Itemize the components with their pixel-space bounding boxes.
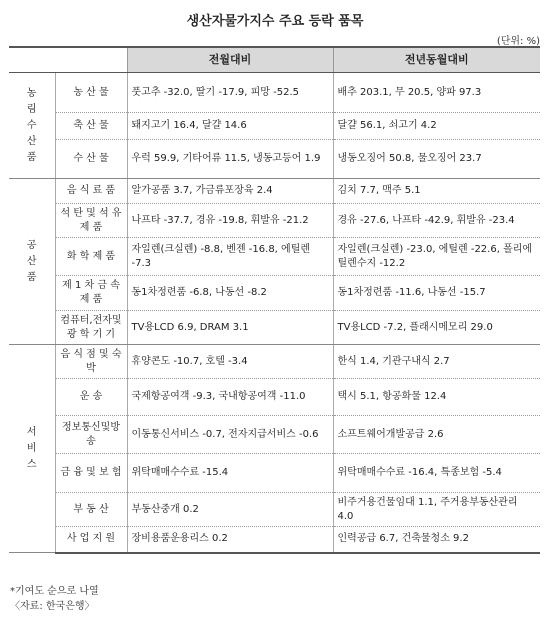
prev-month-cell: 휴양콘도 -10.7, 호텔 -3.4 <box>127 345 333 379</box>
prev-month-cell: TV용LCD 6.9, DRAM 3.1 <box>127 311 333 345</box>
prev-year-cell: 김치 7.7, 맥주 5.1 <box>333 179 540 204</box>
item-cell: 금 융 및 보 험 <box>55 454 127 493</box>
table-row <box>9 276 540 311</box>
prev-year-cell: 경유 -27.6, 나프타 -42.9, 휘발유 -23.4 <box>333 204 540 238</box>
category-label: 서비스 <box>26 426 37 470</box>
prev-month-cell: 이동통신서비스 -0.7, 전자지급서비스 -0.6 <box>127 416 333 454</box>
category-label: 농림수산품 <box>26 87 37 163</box>
table-row <box>9 345 540 379</box>
table-row <box>9 73 540 113</box>
header-corner <box>9 47 127 73</box>
table-row <box>9 113 540 140</box>
category-label: 공산품 <box>26 239 37 283</box>
header-prev-month: 전월대비 <box>127 47 333 73</box>
prev-month-cell: 부동산중개 0.2 <box>127 493 333 527</box>
item-cell: 컴퓨터,전자및 광 학 기 기 <box>55 311 127 345</box>
item-cell: 화 학 제 품 <box>55 238 127 276</box>
table-header-row <box>9 47 540 73</box>
table-row <box>9 204 540 238</box>
category-cell <box>9 179 55 345</box>
prev-month-cell: 나프타 -37.7, 경유 -19.8, 휘발유 -21.2 <box>127 204 333 238</box>
prev-year-cell: 자일렌(크실렌) -23.0, 에틸렌 -22.6, 폴리에틸렌수지 -12.2 <box>333 238 540 276</box>
table-row <box>9 416 540 454</box>
item-cell: 농 산 물 <box>55 73 127 113</box>
prev-month-cell: 자일렌(크실렌) -8.8, 벤젠 -16.8, 에틸렌 -7.3 <box>127 238 333 276</box>
prev-month-cell: 풋고추 -32.0, 딸기 -17.9, 피망 -52.5 <box>127 73 333 113</box>
item-cell: 부 동 산 <box>55 493 127 527</box>
item-cell: 축 산 물 <box>55 113 127 140</box>
prev-month-cell: 알가공품 3.7, 가금류포장육 2.4 <box>127 179 333 204</box>
prev-year-cell: 달걀 56.1, 쇠고기 4.2 <box>333 113 540 140</box>
prev-year-cell: 위탁매매수수료 -16.4, 특종보험 -5.4 <box>333 454 540 493</box>
prev-year-cell: 배추 203.1, 무 20.5, 양파 97.3 <box>333 73 540 113</box>
item-cell: 정보통신및방송 <box>55 416 127 454</box>
prev-year-cell: 인력공급 6.7, 건축물청소 9.2 <box>333 527 540 553</box>
footnotes <box>10 584 99 614</box>
document-title: 생산자물가지수 주요 등락 품목 <box>186 14 364 29</box>
item-cell: 운 송 <box>55 379 127 416</box>
table-row <box>9 179 540 204</box>
prev-month-cell: 장비용품운용리스 0.2 <box>127 527 333 553</box>
item-cell: 석 탄 및 석 유 제 품 <box>55 204 127 238</box>
prev-year-cell: 택시 5.1, 항공화물 12.4 <box>333 379 540 416</box>
item-cell: 수 산 물 <box>55 140 127 179</box>
item-cell: 사 업 지 원 <box>55 527 127 553</box>
footnote-source: 〈자료: 한국은행〉 <box>10 601 95 612</box>
price-index-table <box>9 46 540 554</box>
table-row <box>9 238 540 276</box>
table-row <box>9 311 540 345</box>
prev-year-cell: 한식 1.4, 기관구내식 2.7 <box>333 345 540 379</box>
prev-year-cell: 소프트웨어개발공급 2.6 <box>333 416 540 454</box>
footnote-order: *기여도 순으로 나열 <box>10 586 99 597</box>
prev-year-cell: 비주거용건물임대 1.1, 주거용부동산관리 4.0 <box>333 493 540 527</box>
prev-year-cell: TV용LCD -7.2, 플래시메모리 29.0 <box>333 311 540 345</box>
table-row <box>9 527 540 553</box>
item-cell: 음 식 료 품 <box>55 179 127 204</box>
prev-month-cell: 돼지고기 16.4, 달걀 14.6 <box>127 113 333 140</box>
table-row <box>9 493 540 527</box>
prev-year-cell: 냉동오징어 50.8, 물오징어 23.7 <box>333 140 540 179</box>
prev-month-cell: 위탁매매수수료 -15.4 <box>127 454 333 493</box>
header-prev-year: 전년동월대비 <box>333 47 540 73</box>
item-cell: 음 식 점 및 숙 박 <box>55 345 127 379</box>
prev-year-cell: 동1차정련품 -11.6, 나동선 -15.7 <box>333 276 540 311</box>
unit-label: (단위: %) <box>496 36 540 47</box>
prev-month-cell: 우럭 59.9, 기타어류 11.5, 냉동고등어 1.9 <box>127 140 333 179</box>
category-cell <box>9 73 55 179</box>
category-cell <box>9 345 55 553</box>
prev-month-cell: 동1차정련품 -6.8, 나동선 -8.2 <box>127 276 333 311</box>
table-row <box>9 379 540 416</box>
prev-month-cell: 국제항공여객 -9.3, 국내항공여객 -11.0 <box>127 379 333 416</box>
table-row <box>9 140 540 179</box>
table-row <box>9 454 540 493</box>
item-cell: 제 1 차 금 속 제 품 <box>55 276 127 311</box>
